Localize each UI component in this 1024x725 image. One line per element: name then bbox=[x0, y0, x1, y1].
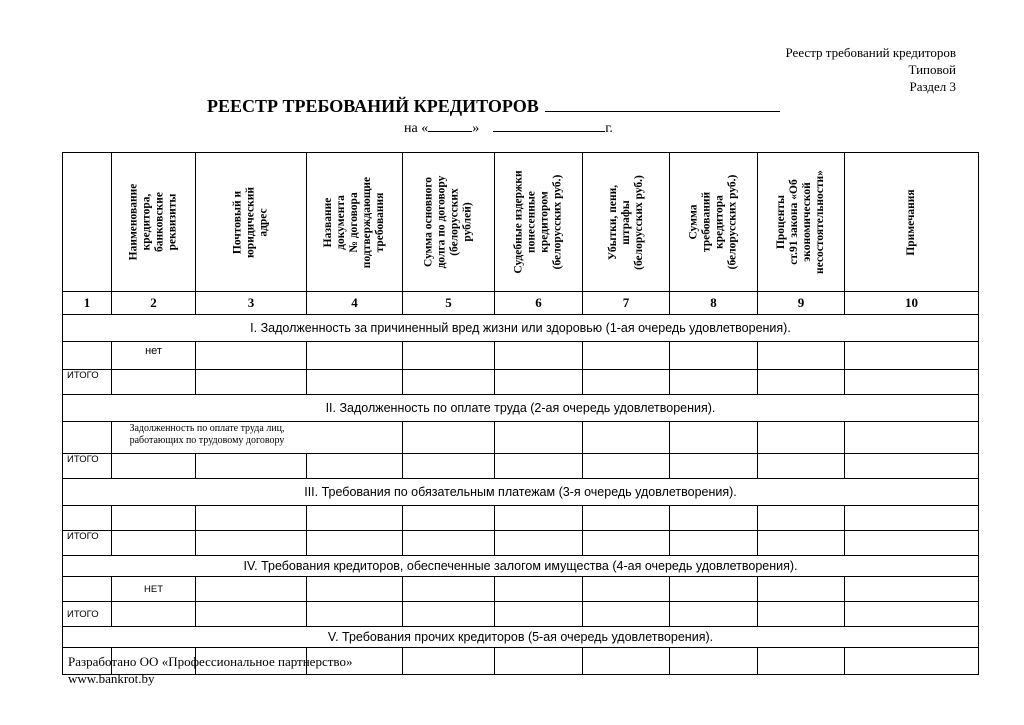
header-total-claims bbox=[670, 153, 758, 292]
table-cell[interactable] bbox=[758, 531, 845, 556]
col-number: 2 bbox=[112, 292, 196, 315]
header-total-claims-text: Сумма требований кредитора (белорусских руб.) bbox=[687, 174, 739, 270]
table-cell[interactable] bbox=[758, 577, 845, 602]
table-cell[interactable] bbox=[403, 577, 495, 602]
table-cell[interactable] bbox=[758, 506, 845, 531]
section-title-3: III. Требования по обязательным платежам (3-я очередь удовлетворения). bbox=[63, 479, 979, 506]
table-cell[interactable] bbox=[403, 506, 495, 531]
col-number: 10 bbox=[845, 292, 979, 315]
total-row bbox=[63, 454, 979, 479]
col-number: 4 bbox=[307, 292, 403, 315]
wage-debt-note[interactable]: Задолженность по оплате труда лиц, работающих по трудовому договору bbox=[112, 422, 403, 454]
table-cell[interactable] bbox=[307, 370, 403, 395]
footer-developer: Разработано ОО «Профессиональное партнерство» bbox=[68, 654, 353, 669]
page-title bbox=[207, 96, 780, 117]
table-cell[interactable] bbox=[583, 648, 670, 675]
table-cell[interactable] bbox=[196, 602, 307, 627]
header-interest-text: Проценты ст.91 закона «Об экономической несостоятельности» bbox=[775, 170, 826, 274]
table-cell[interactable] bbox=[307, 454, 403, 479]
table-cell[interactable] bbox=[495, 506, 583, 531]
table-cell[interactable] bbox=[583, 506, 670, 531]
table-cell[interactable] bbox=[403, 531, 495, 556]
table-cell[interactable] bbox=[845, 454, 979, 479]
table-cell[interactable] bbox=[307, 342, 403, 370]
header-losses bbox=[583, 153, 670, 292]
table-cell[interactable] bbox=[495, 370, 583, 395]
table-cell[interactable] bbox=[112, 370, 196, 395]
table-cell[interactable] bbox=[758, 422, 845, 454]
title-blank-line bbox=[545, 97, 780, 112]
table-cell[interactable] bbox=[670, 506, 758, 531]
table-cell[interactable] bbox=[758, 370, 845, 395]
table-cell[interactable] bbox=[670, 454, 758, 479]
table-cell[interactable] bbox=[758, 342, 845, 370]
table-cell[interactable] bbox=[583, 370, 670, 395]
total-label: ИТОГО bbox=[63, 602, 112, 627]
date-prefix: на « bbox=[404, 121, 429, 136]
table-cell[interactable] bbox=[758, 454, 845, 479]
total-row bbox=[63, 370, 979, 395]
col-number: 3 bbox=[196, 292, 307, 315]
table-cell[interactable] bbox=[845, 648, 979, 675]
table-cell[interactable] bbox=[495, 602, 583, 627]
section-title-4: IV. Требования кредиторов, обеспеченные залогом имущества (4-ая очередь удовлетворения). bbox=[63, 556, 979, 577]
month-blank bbox=[493, 119, 605, 132]
col-number: 8 bbox=[670, 292, 758, 315]
table-cell[interactable] bbox=[196, 506, 307, 531]
table-cell[interactable] bbox=[670, 602, 758, 627]
section-title-2: II. Задолженность по оплате труда (2-ая очередь удовлетворения). bbox=[63, 395, 979, 422]
table-cell[interactable] bbox=[845, 602, 979, 627]
table-cell[interactable] bbox=[495, 577, 583, 602]
header-address-text: Почтовый и юридический адрес bbox=[231, 186, 270, 258]
table-cell-net[interactable]: НЕТ bbox=[112, 577, 196, 602]
table-cell[interactable] bbox=[403, 454, 495, 479]
table-cell[interactable] bbox=[196, 342, 307, 370]
table-cell[interactable] bbox=[583, 577, 670, 602]
table-cell[interactable] bbox=[845, 370, 979, 395]
header-creditor-text: Наименование кредитора, банковские реквизиты bbox=[127, 183, 179, 261]
section-row-1 bbox=[63, 315, 979, 342]
table-cell[interactable] bbox=[583, 342, 670, 370]
table-cell[interactable] bbox=[63, 422, 112, 454]
header-form-name: Реестр требований кредиторов bbox=[785, 45, 956, 60]
table-row bbox=[63, 506, 979, 531]
header-principal bbox=[403, 153, 495, 292]
table-cell[interactable] bbox=[670, 648, 758, 675]
table-cell[interactable] bbox=[63, 342, 112, 370]
section-row-5 bbox=[63, 627, 979, 648]
table-cell[interactable] bbox=[495, 531, 583, 556]
date-line bbox=[404, 119, 613, 137]
title-text: РЕЕСТР ТРЕБОВАНИЙ КРЕДИТОРОВ bbox=[207, 96, 539, 116]
table-cell[interactable] bbox=[112, 602, 196, 627]
table-cell[interactable] bbox=[196, 370, 307, 395]
table-row bbox=[63, 577, 979, 602]
date-suffix: г. bbox=[605, 121, 613, 136]
table-cell[interactable] bbox=[403, 342, 495, 370]
document-header-right bbox=[786, 44, 957, 95]
table-cell[interactable] bbox=[112, 531, 196, 556]
header-form-type: Типовой bbox=[908, 62, 956, 77]
table-cell[interactable] bbox=[403, 422, 495, 454]
table-cell[interactable] bbox=[495, 342, 583, 370]
table-cell[interactable] bbox=[845, 506, 979, 531]
column-number-row bbox=[63, 292, 979, 315]
header-losses-text: Убытки, пени, штрафы (белорусских руб.) bbox=[606, 174, 645, 270]
footer bbox=[68, 653, 352, 687]
registry-table bbox=[62, 152, 979, 675]
table-cell[interactable] bbox=[495, 648, 583, 675]
day-blank bbox=[428, 119, 472, 132]
table-cell[interactable] bbox=[670, 422, 758, 454]
table-cell[interactable] bbox=[307, 531, 403, 556]
table-cell[interactable] bbox=[403, 370, 495, 395]
table-cell[interactable] bbox=[63, 577, 112, 602]
column-header-row bbox=[63, 153, 979, 292]
col-number: 1 bbox=[63, 292, 112, 315]
header-document bbox=[307, 153, 403, 292]
date-mid: » bbox=[472, 121, 480, 136]
table-cell[interactable] bbox=[758, 602, 845, 627]
table-cell[interactable] bbox=[583, 531, 670, 556]
col-number: 9 bbox=[758, 292, 845, 315]
table-cell[interactable] bbox=[845, 422, 979, 454]
table-cell[interactable] bbox=[758, 648, 845, 675]
col-number: 6 bbox=[495, 292, 583, 315]
header-principal-text: Сумма основного долга по договору (белорусских рублей) bbox=[422, 175, 474, 269]
header-cell-empty bbox=[63, 153, 112, 292]
header-court-costs-text: Судебные издержки понесенные кредитором (белорусских руб.) bbox=[512, 170, 564, 274]
footer-website-link[interactable]: www.bankrot.by bbox=[68, 671, 155, 686]
table-cell[interactable] bbox=[670, 370, 758, 395]
section-title-1: I. Задолженность за причиненный вред жизни или здоровью (1-ая очередь удовлетворения). bbox=[63, 315, 979, 342]
total-row bbox=[63, 531, 979, 556]
total-label: ИТОГО bbox=[63, 531, 112, 556]
table-cell[interactable] bbox=[63, 506, 112, 531]
header-notes bbox=[845, 153, 979, 292]
table-cell[interactable] bbox=[583, 454, 670, 479]
table-cell[interactable] bbox=[307, 577, 403, 602]
table-cell[interactable] bbox=[403, 602, 495, 627]
table-cell[interactable] bbox=[583, 602, 670, 627]
table-cell[interactable] bbox=[112, 454, 196, 479]
table-cell[interactable] bbox=[845, 577, 979, 602]
table-cell[interactable] bbox=[495, 422, 583, 454]
section-row-4 bbox=[63, 556, 979, 577]
table-cell[interactable] bbox=[307, 602, 403, 627]
section-row-2 bbox=[63, 395, 979, 422]
total-row bbox=[63, 602, 979, 627]
table-row bbox=[63, 342, 979, 370]
total-label: ИТОГО bbox=[63, 370, 112, 395]
col-number: 5 bbox=[403, 292, 495, 315]
section-row-3 bbox=[63, 479, 979, 506]
table-cell[interactable] bbox=[670, 342, 758, 370]
header-creditor bbox=[112, 153, 196, 292]
section-title-5: V. Требования прочих кредиторов (5-ая очередь удовлетворения). bbox=[63, 627, 979, 648]
table-row bbox=[63, 422, 979, 454]
header-section: Раздел 3 bbox=[909, 79, 956, 94]
table-cell-net[interactable]: нет bbox=[112, 342, 196, 370]
table-cell[interactable] bbox=[196, 577, 307, 602]
total-label: ИТОГО bbox=[63, 454, 112, 479]
table-cell[interactable] bbox=[583, 422, 670, 454]
table-cell[interactable] bbox=[670, 577, 758, 602]
table-cell[interactable] bbox=[403, 648, 495, 675]
header-document-text: Название документа № договора подтверждающие требования bbox=[322, 176, 386, 268]
table-cell[interactable] bbox=[495, 454, 583, 479]
table-cell[interactable] bbox=[670, 531, 758, 556]
col-number: 7 bbox=[583, 292, 670, 315]
table-cell[interactable] bbox=[845, 531, 979, 556]
table-cell[interactable] bbox=[196, 531, 307, 556]
table-cell[interactable] bbox=[845, 342, 979, 370]
header-address bbox=[196, 153, 307, 292]
header-interest bbox=[758, 153, 845, 292]
table-cell[interactable] bbox=[196, 454, 307, 479]
table-cell[interactable] bbox=[112, 506, 196, 531]
header-court-costs bbox=[495, 153, 583, 292]
table-cell[interactable] bbox=[307, 506, 403, 531]
header-notes-text: Примечания bbox=[905, 188, 917, 256]
